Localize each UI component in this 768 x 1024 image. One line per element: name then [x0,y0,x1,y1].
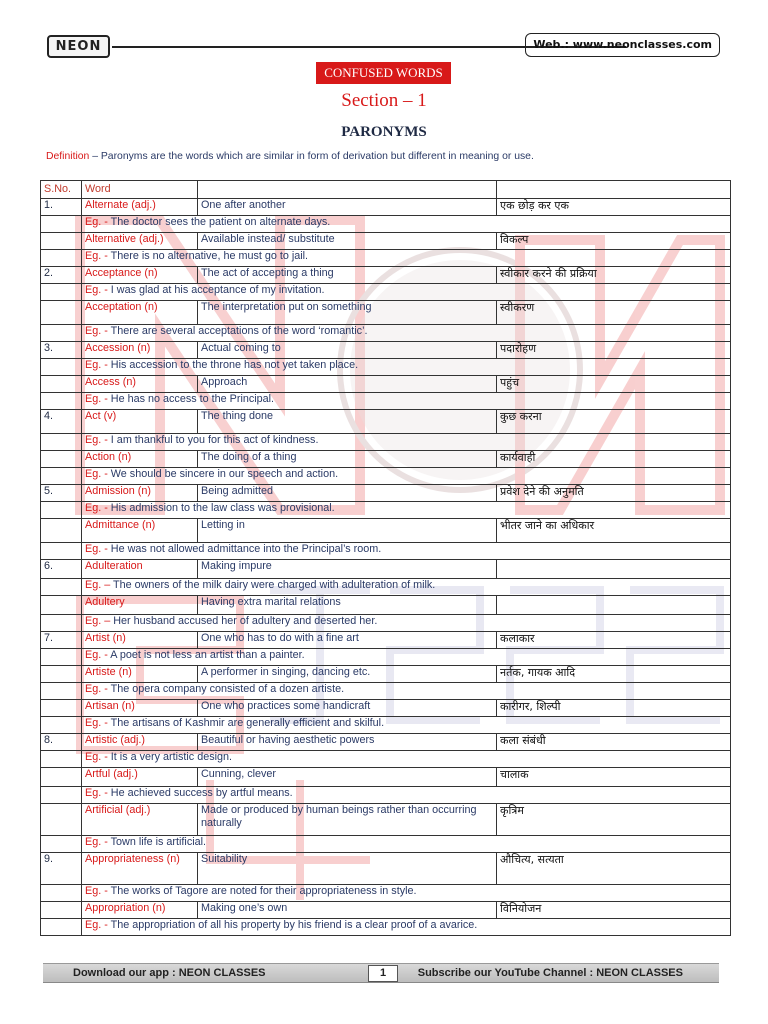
example-row [41,787,731,804]
example-row [41,359,731,376]
example-label: Eg. - [85,543,108,555]
word-row [41,410,731,434]
example-sentence: He has no access to the Principal. [107,393,275,405]
word-row [41,301,731,325]
meaning-cell: Making impure [198,560,497,579]
hindi-meaning-cell: भीतर जाने का अधिकार [497,519,731,543]
serial-number [41,301,82,325]
hindi-meaning-cell: औचित्य, सत्यता [497,853,731,885]
example-sentence: The artisans of Kashmir are generally efficient and skilful. [107,717,385,729]
word-cell: Admittance (n) [82,519,198,543]
word-cell: Access (n) [82,376,198,393]
example-row [41,284,731,301]
meaning-cell: Beautiful or having aesthetic powers [198,734,497,751]
example-row [41,502,731,519]
example-cell [82,919,731,936]
hindi-meaning-cell: कारीगर, शिल्पी [497,700,731,717]
example-label: Eg. - [85,787,108,799]
serial-number [41,902,82,919]
meaning-cell: The thing done [198,410,497,434]
example-row [41,216,731,233]
blank-cell [41,325,82,342]
example-label: Eg. - [85,919,108,931]
meaning-cell: Suitability [198,853,497,885]
blank-cell [41,751,82,768]
word-row [41,519,731,543]
word-cell: Artiste (n) [82,666,198,683]
example-label: Eg. - [85,250,108,262]
example-sentence: Town life is artificial. [107,836,207,848]
paronyms-table [40,180,731,936]
example-sentence: A poet is not less an artist than a painter. [107,649,305,661]
serial-number [41,451,82,468]
word-row [41,376,731,393]
word-cell: Alternative (adj.) [82,233,198,250]
serial-number: 1. [41,199,82,216]
app-download-text: Download our app : NEON CLASSES [73,967,266,979]
example-cell [82,717,731,734]
example-label: Eg. – [85,615,111,627]
meaning-cell: Having extra marital relations [198,596,497,615]
serial-number [41,700,82,717]
example-label: Eg. - [85,434,108,446]
example-label: Eg. - [85,325,108,337]
youtube-subscribe-text: Subscribe our YouTube Channel : NEON CLASSES [417,967,683,979]
blank-cell [41,919,82,936]
example-sentence: We should be sincere in our speech and action. [107,468,339,480]
blank-cell [41,579,82,596]
word-row [41,233,731,250]
meaning-cell: The act of accepting a thing [198,267,497,284]
example-row [41,885,731,902]
word-cell: Appropriation (n) [82,902,198,919]
serial-number: 5. [41,485,82,502]
definition-label: Definition [46,151,90,162]
example-sentence: I was glad at his acceptance of my invitation. [107,284,325,296]
hindi-meaning-cell: कुछ करना [497,410,731,434]
example-label: Eg. - [85,468,108,480]
example-row [41,579,731,596]
serial-number: 8. [41,734,82,751]
example-sentence: There are several acceptations of the word ‘romantic’. [107,325,368,337]
hindi-meaning-cell: कलाकार [497,632,731,649]
example-sentence: The appropriation of all his property by his friend is a clear proof of a avarice. [107,919,478,931]
meaning-cell: One who practices some handicraft [198,700,497,717]
blank-cell [41,787,82,804]
hindi-meaning-cell: स्वीकरण [497,301,731,325]
meaning-cell: Being admitted [198,485,497,502]
serial-number: 2. [41,267,82,284]
meaning-cell: Making one’s own [198,902,497,919]
hindi-meaning-cell [497,560,731,579]
example-label: Eg. - [85,751,108,763]
example-row [41,717,731,734]
blank-cell [41,468,82,485]
example-sentence: His admission to the law class was provisional. [107,502,335,514]
example-cell [82,579,731,596]
example-cell [82,284,731,301]
word-row [41,485,731,502]
example-row [41,325,731,342]
example-cell [82,787,731,804]
meaning-cell: Letting in [198,519,497,543]
blank-cell [41,216,82,233]
hindi-meaning-cell: एक छोड़ कर एक [497,199,731,216]
word-cell: Alternate (adj.) [82,199,198,216]
example-sentence: His accession to the throne has not yet taken place. [107,359,359,371]
serial-number: 4. [41,410,82,434]
example-sentence: He achieved success by artful means. [107,787,293,799]
blank-cell [41,393,82,410]
example-row [41,836,731,853]
word-row [41,560,731,579]
example-sentence: There is no alternative, he must go to jail. [107,250,309,262]
example-cell [82,751,731,768]
page-footer [43,963,719,983]
example-cell [82,250,731,267]
example-sentence: The doctor sees the patient on alternate days. [107,216,331,228]
meaning-cell: Cunning, clever [198,768,497,787]
example-sentence: The owners of the milk dairy were charged with adulteration of milk. [110,579,436,591]
example-row [41,393,731,410]
example-sentence: I am thankful to you for this act of kindness. [107,434,319,446]
example-cell [82,468,731,485]
serial-number [41,666,82,683]
example-sentence: The works of Tagore are noted for their appropriateness in style. [107,885,417,897]
example-cell [82,836,731,853]
definition [46,151,726,162]
serial-number [41,376,82,393]
example-cell [82,885,731,902]
example-cell [82,325,731,342]
word-cell: Artistic (adj.) [82,734,198,751]
hindi-meaning-cell: विनियोजन [497,902,731,919]
word-row [41,804,731,836]
word-cell: Artful (adj.) [82,768,198,787]
example-row [41,543,731,560]
word-row [41,666,731,683]
example-row [41,649,731,666]
blank-cell [41,284,82,301]
header-meaning [198,181,497,199]
blank-cell [41,250,82,267]
hindi-meaning-cell: विकल्प [497,233,731,250]
example-cell [82,615,731,632]
serial-number: 3. [41,342,82,359]
word-row [41,902,731,919]
word-row [41,451,731,468]
word-cell: Act (v) [82,410,198,434]
hindi-meaning-cell: कार्यवाही [497,451,731,468]
word-cell: Artificial (adj.) [82,804,198,836]
hindi-meaning-cell: पहुंच [497,376,731,393]
hindi-meaning-cell: नर्तक, गायक आदि [497,666,731,683]
example-label: Eg. - [85,885,108,897]
example-label: Eg. - [85,502,108,514]
topic-banner: CONFUSED WORDS [316,62,451,84]
serial-number [41,519,82,543]
example-sentence: He was not allowed admittance into the Principal’s room. [107,543,382,555]
meaning-cell: Actual coming to [198,342,497,359]
blank-cell [41,434,82,451]
hindi-meaning-cell: प्रवेश देने की अनुमति [497,485,731,502]
example-cell [82,393,731,410]
example-row [41,683,731,700]
example-sentence: It is a very artistic design. [107,751,233,763]
example-cell [82,502,731,519]
word-cell: Acceptance (n) [82,267,198,284]
serial-number [41,233,82,250]
blank-cell [41,885,82,902]
word-cell: Adulteration [82,560,198,579]
blank-cell [41,359,82,376]
word-cell: Artisan (n) [82,700,198,717]
example-sentence: The opera company consisted of a dozen artiste. [107,683,345,695]
neon-logo: NEON [47,35,110,58]
serial-number: 6. [41,560,82,579]
example-label: Eg. - [85,393,108,405]
blank-cell [41,615,82,632]
example-cell [82,649,731,666]
example-label: Eg. - [85,284,108,296]
blank-cell [41,649,82,666]
meaning-cell: Available instead/ substitute [198,233,497,250]
hindi-meaning-cell: पदारोहण [497,342,731,359]
hindi-meaning-cell: कृत्रिम [497,804,731,836]
word-cell: Appropriateness (n) [82,853,198,885]
meaning-cell: One who has to do with a fine art [198,632,497,649]
example-row [41,434,731,451]
meaning-cell: A performer in singing, dancing etc. [198,666,497,683]
serial-number [41,768,82,787]
page-number: 1 [368,965,398,982]
blank-cell [41,683,82,700]
meaning-cell: The interpretation put on something [198,301,497,325]
word-row [41,632,731,649]
meaning-cell: Approach [198,376,497,393]
meaning-cell: One after another [198,199,497,216]
serial-number [41,804,82,836]
website-link[interactable]: Web.: www.neonclasses.com [525,33,720,57]
word-cell: Action (n) [82,451,198,468]
example-cell [82,543,731,560]
hindi-meaning-cell: चालाक [497,768,731,787]
example-cell [82,216,731,233]
table-header-row [41,181,731,199]
example-label: Eg. - [85,216,108,228]
word-row [41,700,731,717]
word-row [41,768,731,787]
section-title: Section – 1 [341,90,427,111]
word-row [41,596,731,615]
meaning-cell: The doing of a thing [198,451,497,468]
word-row [41,342,731,359]
example-label: Eg. - [85,683,108,695]
example-label: Eg. - [85,836,108,848]
word-cell: Admission (n) [82,485,198,502]
hindi-meaning-cell [497,596,731,615]
example-row [41,250,731,267]
example-cell [82,434,731,451]
example-row [41,615,731,632]
example-sentence: Her husband accused her of adultery and deserted her. [110,615,378,627]
example-row [41,468,731,485]
meaning-cell: Made or produced by human beings rather than occurring naturally [198,804,497,836]
word-cell: Accession (n) [82,342,198,359]
hindi-meaning-cell: स्वीकार करने की प्रक्रिया [497,267,731,284]
example-label: Eg. - [85,359,108,371]
example-cell [82,683,731,700]
example-row [41,919,731,936]
example-label: Eg. - [85,649,108,661]
definition-text: – Paronyms are the words which are similar in form of derivation but different in meaning or use. [89,151,534,162]
example-row [41,751,731,768]
blank-cell [41,502,82,519]
header-sno: S.No. [41,181,82,199]
blank-cell [41,836,82,853]
blank-cell [41,543,82,560]
example-label: Eg. – [85,579,111,591]
word-cell: Acceptation (n) [82,301,198,325]
page-subtitle: PARONYMS [341,124,427,140]
word-cell: Artist (n) [82,632,198,649]
word-cell: Adultery [82,596,198,615]
serial-number [41,596,82,615]
example-cell [82,359,731,376]
blank-cell [41,717,82,734]
serial-number: 9. [41,853,82,885]
word-row [41,734,731,751]
hindi-meaning-cell: कला संबंधी [497,734,731,751]
example-label: Eg. - [85,717,108,729]
serial-number: 7. [41,632,82,649]
word-row [41,267,731,284]
word-row [41,853,731,885]
header-word: Word [82,181,198,199]
header-hindi [497,181,731,199]
word-row [41,199,731,216]
